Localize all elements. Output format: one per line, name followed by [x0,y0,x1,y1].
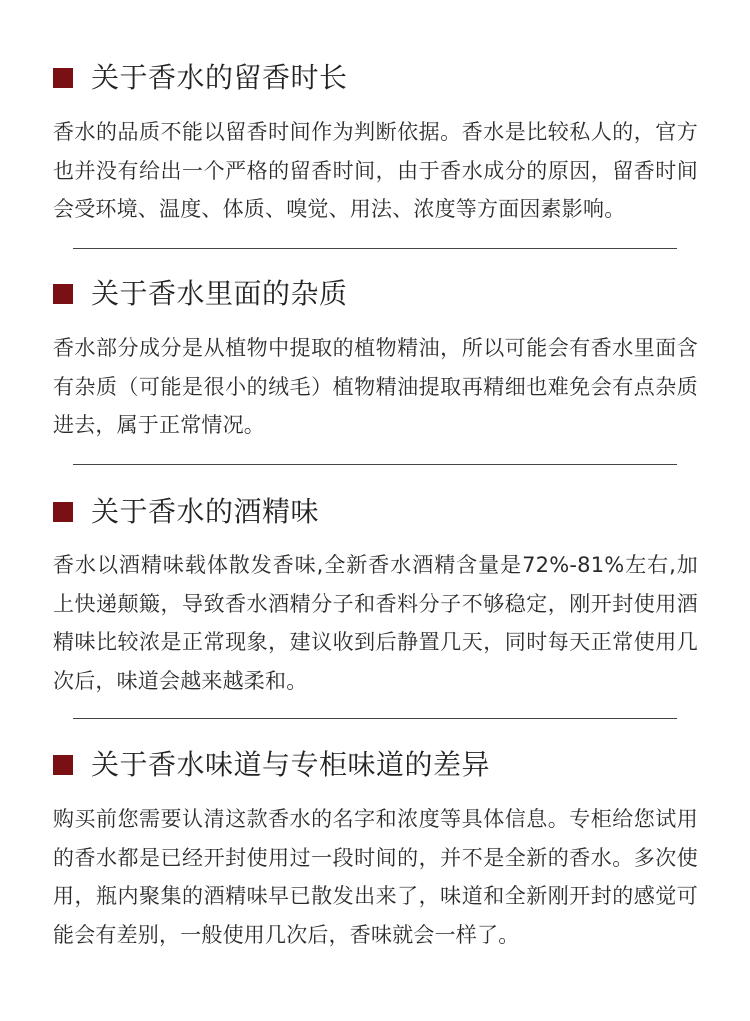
section-body: 香水以酒精味载体散发香味,全新香水酒精含量是72%-81%左右,加上快递颠簸，导致香水酒精分子和香料分子不够稳定，刚开封使用酒精味比较浓是正常现象，建议收到后静置几天，同时每天正常使用几次后，味道会越来越柔和。 [53,553,698,693]
section-body: 购买前您需要认清这款香水的名字和浓度等具体信息。专柜给您试用的香水都是已经开封使用过一段时间的，并不是全新的香水。多次使用，瓶内聚集的酒精味早已散发出来了，味道和全新刚开封的感觉可能会有差别，一般使用几次后，香味就会一样了。 [53,807,698,947]
section-heading-counter-difference [53,745,490,785]
section-heading-impurities [53,274,348,314]
section-divider [73,248,677,249]
section-body: 香水的品质不能以留香时间作为判断依据。香水是比较私人的，官方也并没有给出一个严格的留香时间，由于香水成分的原因，留香时间会受环境、温度、体质、嗅觉、用法、浓度等方面因素影响。 [53,120,698,221]
section-title: 关于香水里面的杂质 [91,277,348,310]
heading-square-icon [53,502,73,522]
section-title: 关于香水的酒精味 [91,495,320,528]
heading-square-icon [53,68,73,88]
section-heading-longevity [53,58,348,98]
heading-square-icon [53,755,73,775]
section-divider [73,718,677,719]
section-title: 关于香水的留香时长 [91,61,348,94]
section-divider [73,464,677,465]
section-body: 香水部分成分是从植物中提取的植物精油，所以可能会有香水里面含有杂质（可能是很小的绒毛）植物精油提取再精细也难免会有点杂质进去，属于正常情况。 [53,336,698,437]
section-heading-alcohol-smell [53,492,319,532]
heading-square-icon [53,284,73,304]
section-title: 关于香水味道与专柜味道的差异 [91,748,491,781]
